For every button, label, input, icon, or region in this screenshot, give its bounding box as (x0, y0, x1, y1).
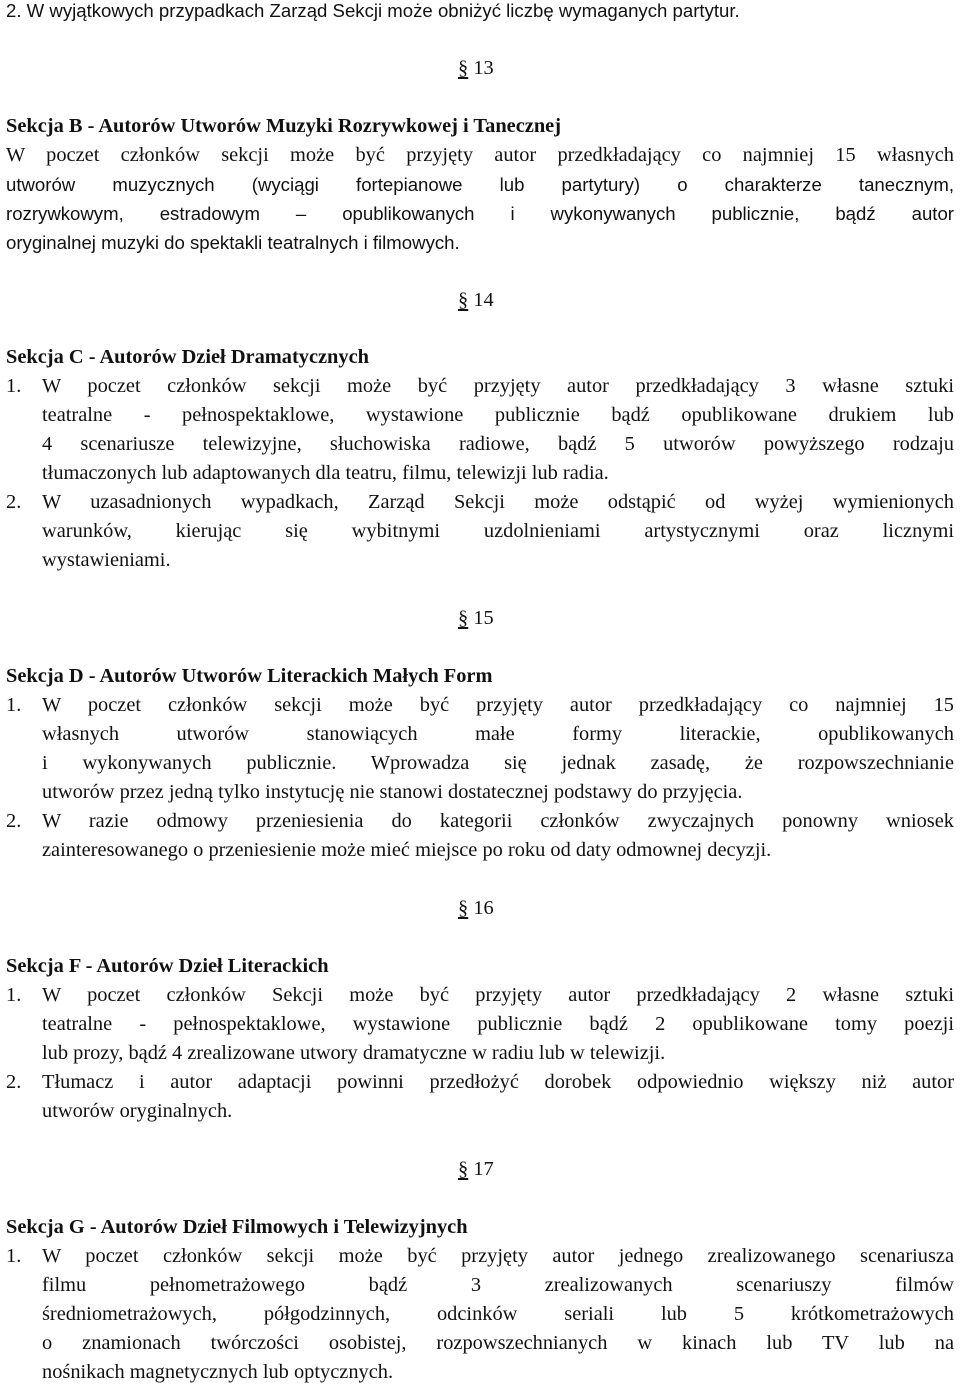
sekcja-g-p1-line: o znamionach twórczości osobistej, rozpowszechnianych w kinach lub TV lub na (42, 1332, 954, 1354)
sekcja-d-p1-line: W poczet członków sekcji może być przyjęty autor przedkładający co najmniej 15 (42, 694, 954, 716)
sekcja-f-p1-line: teatralne - pełnospektaklowe, wystawione publicznie bądź 2 opublikowane tomy poezji (42, 1013, 954, 1035)
sekcja-d-heading: Sekcja D - Autorów Utworów Literackich Małych Form (6, 665, 493, 687)
sekcja-c-p1-line: W poczet członków sekcji może być przyjęty autor przedkładający 3 własne sztuki (42, 375, 954, 397)
sekcja-f-p1-line: lub prozy, bądź 4 zrealizowane utwory dramatyczne w radiu lub w telewizji. (42, 1042, 666, 1064)
sekcja-b-line: W poczet członków sekcji może być przyjęty autor przedkładający co najmniej 15 własnych (6, 144, 954, 166)
section-number: 15 (473, 607, 494, 629)
sekcja-f-p2-line: Tłumacz i autor adaptacji powinni przedłożyć dorobek odpowiednio większy niż autor (42, 1071, 954, 1093)
section-number: 16 (473, 897, 494, 919)
sekcja-b-line: utworów muzycznych (wyciągi fortepianowe lub partytury) o charakterze tanecznym, (6, 174, 954, 195)
sekcja-d-p1-line: utworów przez jedną tylko instytucję nie stanowi dostatecznej podstawy do przyjęcia. (42, 781, 743, 803)
section-mark: § (458, 289, 469, 311)
sekcja-d-p1-line: własnych utworów stanowiących małe formy literackie, opublikowanych (42, 723, 954, 745)
sekcja-g-p1-line: W poczet członków sekcji może być przyjęty autor jednego zrealizowanego scenariusza (42, 1245, 954, 1267)
sekcja-b-line: rozrywkowym, estradowym – opublikowanych i wykonywanych publicznie, bądź autor (6, 203, 954, 224)
sekcja-d-p2-line: W razie odmowy przeniesienia do kategorii członków zwyczajnych ponowny wniosek (42, 810, 954, 832)
item-number: 1. (6, 1245, 22, 1267)
item-number: 2. (6, 491, 22, 513)
sekcja-g-p1-line: nośnikach magnetycznych lub optycznych. (42, 1361, 394, 1383)
sekcja-c-p2-line: W uzasadnionych wypadkach, Zarząd Sekcji może odstąpić od wyżej wymienionych (42, 491, 954, 513)
section-13-number (458, 54, 494, 83)
item-number: 2. (6, 810, 22, 832)
section-mark: § (458, 1158, 469, 1180)
sekcja-c-p1-line: tłumaczonych lub adaptowanych dla teatru, filmu, telewizji lub radia. (42, 462, 609, 484)
sekcja-f-p1-line: W poczet członków Sekcji może być przyjęty autor przedkładający 2 własne sztuki (42, 984, 954, 1006)
section-14-number (458, 286, 494, 315)
sekcja-b-heading: Sekcja B - Autorów Utworów Muzyki Rozrywkowej i Tanecznej (6, 115, 562, 137)
section-number: 17 (473, 1158, 494, 1180)
item-number: 1. (6, 375, 22, 397)
sekcja-g-p1-line: filmu pełnometrażowego bądź 3 zrealizowanych scenariuszy filmów (42, 1274, 954, 1296)
sekcja-d-p2-line: zainteresowanego o przeniesienie może mieć miejsce po roku od daty odmownej decyzji. (42, 839, 772, 861)
sekcja-f-heading: Sekcja F - Autorów Dzieł Literackich (6, 955, 329, 977)
section-15-number (458, 604, 494, 633)
top-line: 2. W wyjątkowych przypadkach Zarząd Sekcji może obniżyć liczbę wymaganych partytur. (6, 0, 740, 21)
sekcja-f-p2-line: utworów oryginalnych. (42, 1100, 233, 1122)
sekcja-c-p2-line: wystawieniami. (42, 549, 171, 571)
section-mark: § (458, 607, 469, 629)
item-number: 2. (6, 1071, 22, 1093)
sekcja-g-heading: Sekcja G - Autorów Dzieł Filmowych i Telewizyjnych (6, 1216, 468, 1238)
sekcja-b-line: oryginalnej muzyki do spektakli teatralnych i filmowych. (6, 232, 460, 253)
sekcja-d-p1-line: i wykonywanych publicznie. Wprowadza się jednak zasadę, że rozpowszechnianie (42, 752, 954, 774)
section-mark: § (458, 57, 469, 79)
sekcja-c-p1-line: teatralne - pełnospektaklowe, wystawione publicznie bądź opublikowane drukiem lub (42, 404, 954, 426)
section-number: 13 (473, 57, 494, 79)
sekcja-c-p1-line: 4 scenariusze telewizyjne, słuchowiska radiowe, bądź 5 utworów powyższego rodzaju (42, 433, 954, 455)
sekcja-c-heading: Sekcja C - Autorów Dzieł Dramatycznych (6, 346, 369, 368)
sekcja-c-p2-line: warunków, kierując się wybitnymi uzdolnieniami artystycznymi oraz licznymi (42, 520, 954, 542)
section-mark: § (458, 897, 469, 919)
section-17-number (458, 1155, 494, 1184)
sekcja-g-p1-line: średniometrażowych, półgodzinnych, odcinków seriali lub 5 krótkometrażowych (42, 1303, 954, 1325)
item-number: 1. (6, 984, 22, 1006)
item-number: 1. (6, 694, 22, 716)
section-number: 14 (473, 289, 494, 311)
section-16-number (458, 894, 494, 923)
